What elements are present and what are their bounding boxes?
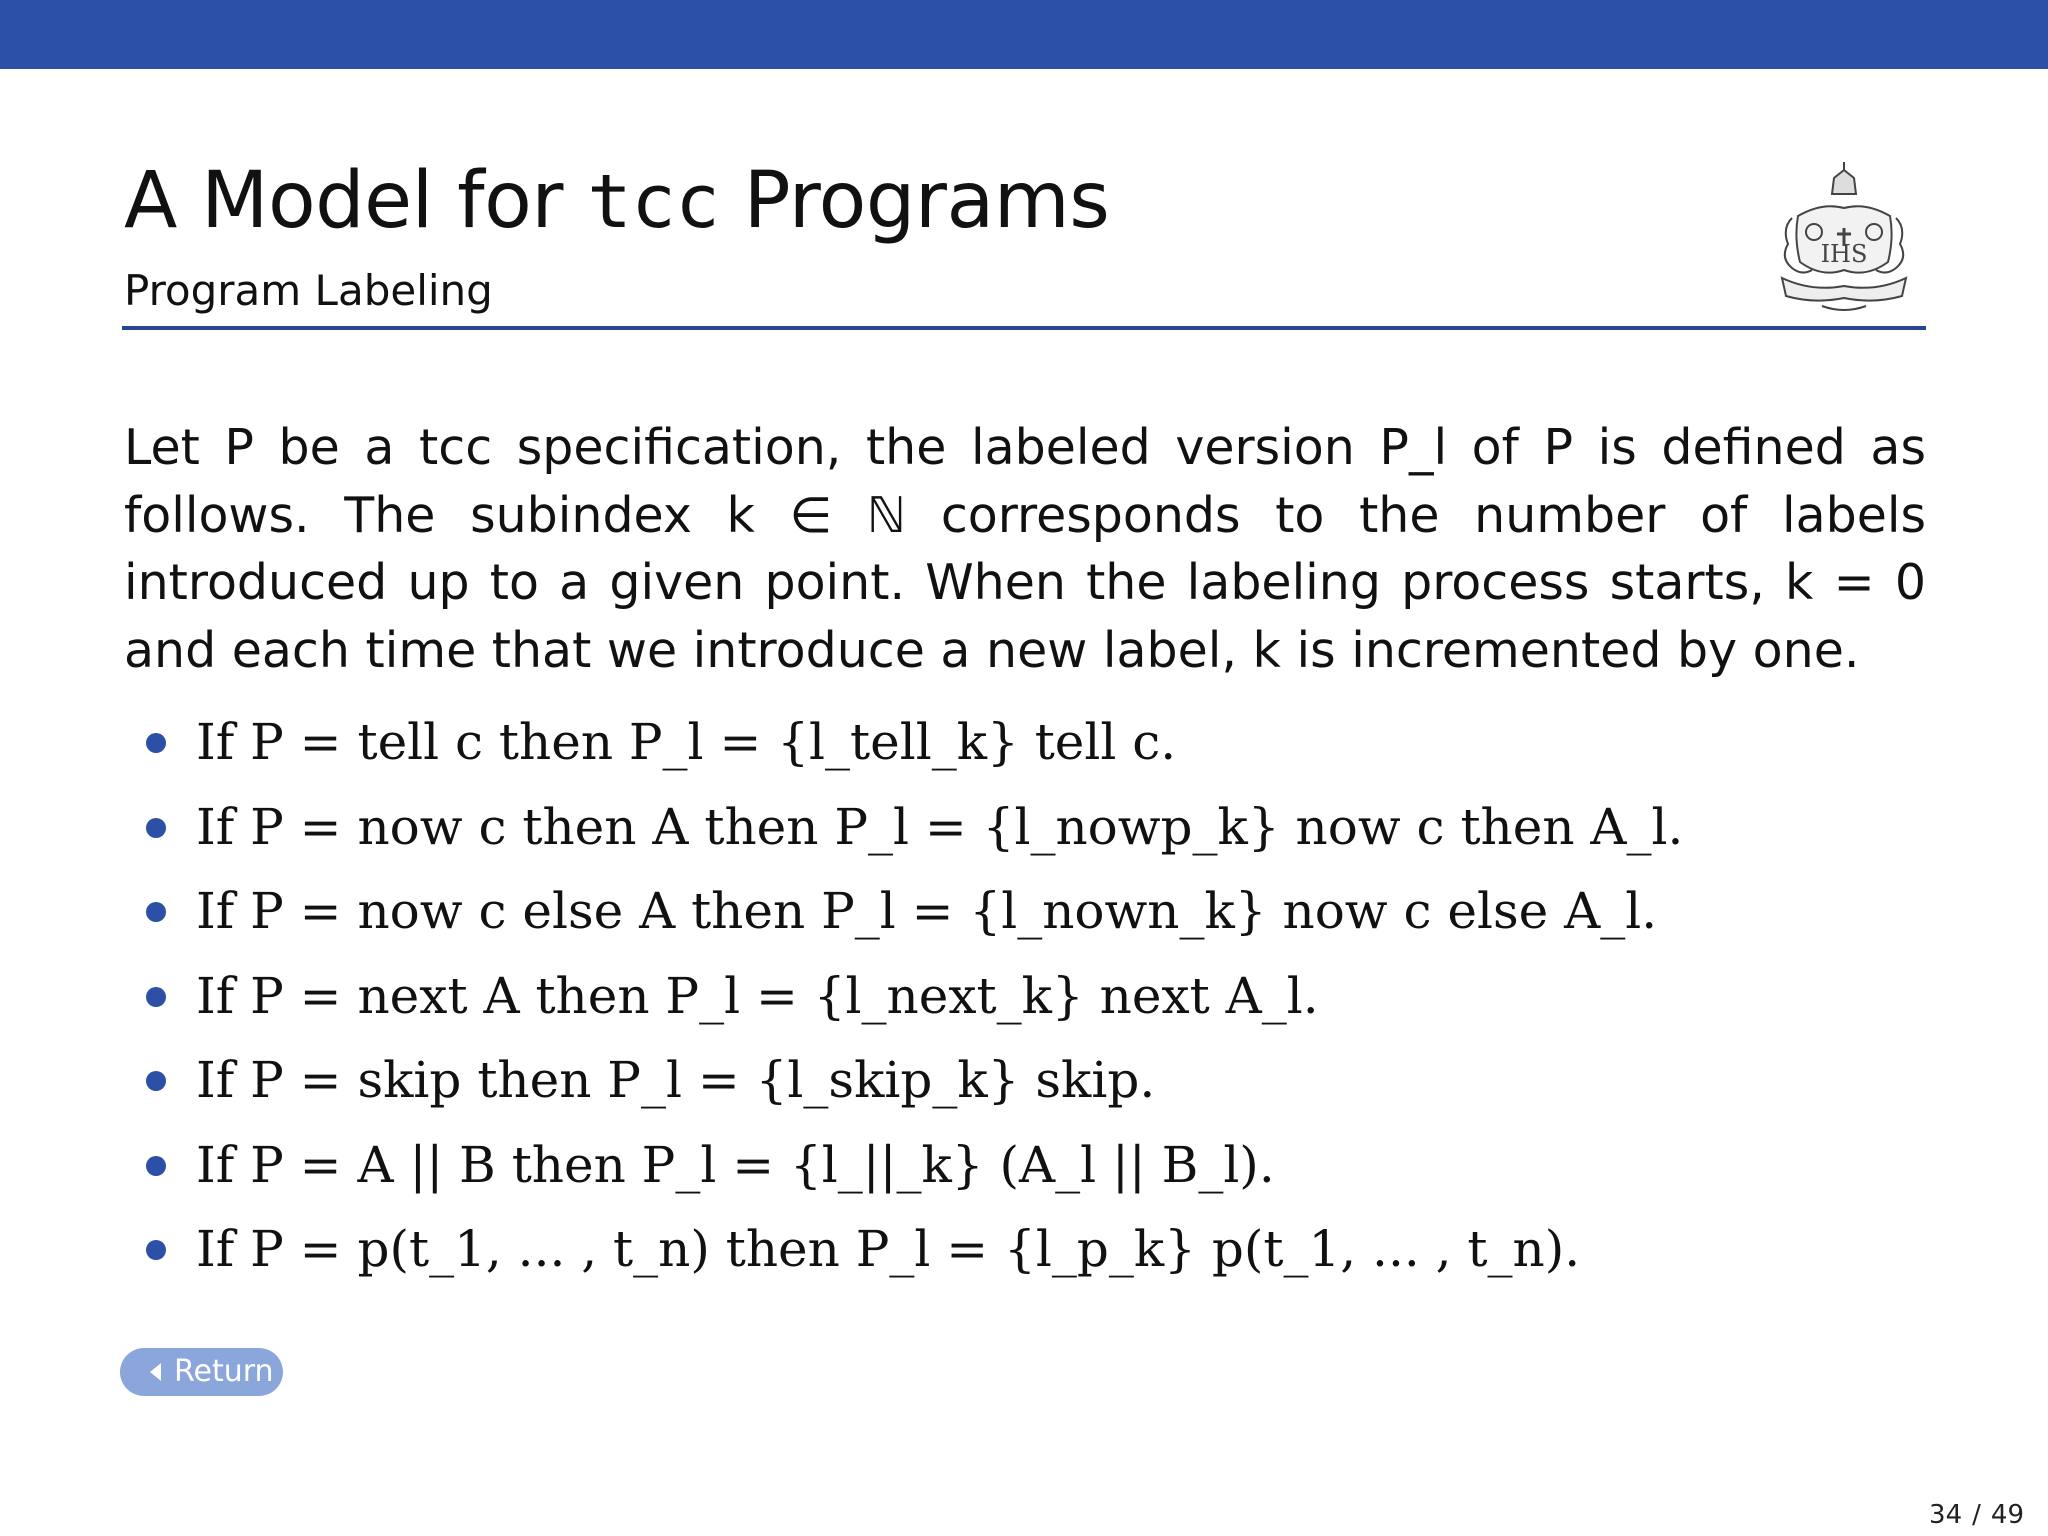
rule-text: If P = now c else A then P_l = {l_nown_k} now c else A_l. — [196, 882, 1658, 940]
bullet-dot — [146, 1156, 166, 1176]
labeling-rules — [140, 700, 1920, 1292]
bullet-dot — [146, 987, 166, 1007]
slide-subtitle: Program Labeling — [124, 266, 493, 315]
return-button[interactable] — [120, 1348, 283, 1396]
paragraph-text: Let P be a tcc specification, the labeled version P_l of P is defined as follows. The subindex k ∈ ℕ corresponds to the number of labels introduced up to a given point. When the labeling process starts, k = 0 and each time that we introduce a new label, k is incremented by one. — [124, 419, 1926, 679]
rule-text: If P = now c then A then P_l = {l_nowp_k} now c then A_l. — [196, 797, 1684, 856]
list-item — [140, 1207, 1920, 1292]
page-current: 34 — [1929, 1500, 1963, 1530]
institution-crest-icon — [1762, 158, 1926, 318]
rule-text: If P = A || B then P_l = {l_||_k} (A_l || B_l). — [196, 1135, 1275, 1194]
page-total: 49 — [1990, 1500, 2024, 1530]
bullet-dot — [146, 1071, 166, 1091]
title-suffix: Programs — [719, 156, 1110, 246]
bullet-dot — [146, 902, 166, 922]
definition-paragraph — [124, 414, 1926, 684]
list-item — [140, 869, 1920, 954]
return-label: Return — [174, 1354, 274, 1389]
rule-text: If P = skip then P_l = {l_skip_k} skip. — [196, 1051, 1156, 1109]
rule-text: If P = tell c then P_l = {l_tell_k} tell c. — [196, 713, 1177, 771]
page-separator: / — [1972, 1500, 1981, 1530]
list-item — [140, 785, 1920, 870]
title-rule — [122, 326, 1926, 330]
bullet-dot — [146, 733, 166, 753]
list-item — [140, 700, 1920, 785]
left-triangle-icon — [150, 1363, 161, 1381]
bullet-dot — [146, 818, 166, 838]
slide-title — [124, 156, 1110, 246]
title-prefix: A Model for — [124, 156, 588, 246]
list-item — [140, 954, 1920, 1039]
rule-text: If P = next A then P_l = {l_next_k} next A_l. — [196, 966, 1319, 1025]
top-bar — [0, 0, 2048, 69]
list-item — [140, 1038, 1920, 1123]
list-item — [140, 1123, 1920, 1208]
crest-letters: IHS — [1820, 240, 1868, 268]
title-code: tcc — [587, 159, 720, 245]
bullet-dot — [146, 1240, 166, 1260]
rule-text: If P = p(t_1, ... , t_n) then P_l = {l_p_k} p(t_1, ... , t_n). — [196, 1220, 1581, 1278]
page-number — [1929, 1500, 2024, 1530]
